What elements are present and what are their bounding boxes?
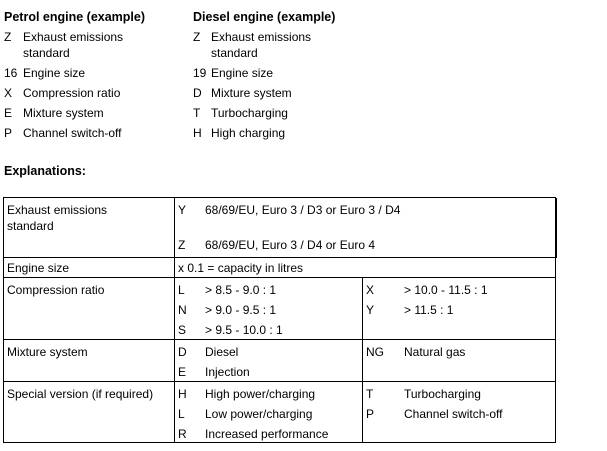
special-code-p: P	[366, 407, 375, 421]
special-text-r: Increased performance	[205, 427, 329, 441]
engine-size-label: Engine size	[7, 261, 70, 275]
explanations-table	[3, 197, 556, 443]
diesel-code-turbo: T	[193, 106, 201, 120]
engine-size-text: x 0.1 = capacity in litres	[178, 261, 304, 275]
compression-code-n: N	[178, 303, 187, 317]
mixture-code-d: D	[178, 345, 187, 359]
special-text-h: High power/charging	[205, 387, 316, 401]
exhaust-code-z: Z	[178, 238, 186, 252]
exhaust-text-y: 68/69/EU, Euro 3 / D3 or Euro 3 / D4	[205, 203, 401, 217]
diesel-heading: Diesel engine (example)	[193, 10, 336, 24]
explanations-heading: Explanations:	[4, 164, 86, 178]
petrol-code-mixture: E	[4, 106, 13, 120]
special-label: Special version (if required)	[7, 387, 154, 401]
compression-text-y: > 11.5 : 1	[404, 303, 454, 317]
diesel-label-exhaust-2: standard	[211, 46, 258, 60]
compression-code-s: S	[178, 323, 187, 337]
diesel-label-engine-size: Engine size	[211, 66, 274, 80]
compression-code-l: L	[178, 283, 185, 297]
petrol-heading: Petrol engine (example)	[4, 10, 146, 24]
diesel-code-engine-size: 19	[193, 66, 207, 80]
diesel-label-turbo: Turbocharging	[211, 106, 288, 120]
compression-text-x: > 10.0 - 11.5 : 1	[404, 283, 488, 297]
special-code-h: H	[178, 387, 187, 401]
compression-text-s: > 9.5 - 10.0 : 1	[205, 323, 283, 337]
special-text-l: Low power/charging	[205, 407, 313, 421]
exhaust-label-2: standard	[7, 219, 54, 233]
exhaust-code-y: Y	[178, 203, 187, 217]
row-divider	[4, 339, 555, 340]
compression-label: Compression ratio	[7, 283, 105, 297]
special-text-p: Channel switch-off	[404, 407, 503, 421]
mixture-label: Mixture system	[7, 345, 88, 359]
petrol-label-engine-size: Engine size	[23, 66, 86, 80]
exhaust-label: Exhaust emissions	[7, 203, 108, 217]
diesel-code-exhaust: Z	[193, 30, 201, 44]
column-divider	[174, 198, 175, 442]
mixture-text-ng: Natural gas	[404, 345, 466, 359]
compression-text-l: > 8.5 - 9.0 : 1	[205, 283, 277, 297]
petrol-code-compression: X	[4, 86, 13, 100]
diesel-label-high: High charging	[211, 126, 286, 140]
row-divider	[4, 277, 555, 278]
diesel-label-mixture: Mixture system	[211, 86, 292, 100]
compression-text-n: > 9.0 - 9.5 : 1	[205, 303, 277, 317]
column-divider	[555, 198, 557, 258]
petrol-label-compression: Compression ratio	[23, 86, 121, 100]
petrol-code-engine-size: 16	[4, 66, 18, 80]
compression-code-x: X	[366, 283, 375, 297]
petrol-label-exhaust-2: standard	[23, 46, 70, 60]
compression-code-y: Y	[366, 303, 375, 317]
petrol-code-channel: P	[4, 126, 13, 140]
mixture-code-ng: NG	[366, 345, 384, 359]
mixture-code-e: E	[178, 365, 187, 379]
petrol-label-mixture: Mixture system	[23, 106, 104, 120]
column-divider	[362, 277, 363, 442]
exhaust-text-z: 68/69/EU, Euro 3 / D4 or Euro 4	[205, 238, 376, 252]
petrol-label-exhaust: Exhaust emissions	[23, 30, 124, 44]
petrol-label-channel: Channel switch-off	[23, 126, 122, 140]
special-code-l: L	[178, 407, 185, 421]
diesel-code-high: H	[193, 126, 202, 140]
diesel-label-exhaust: Exhaust emissions	[211, 30, 312, 44]
special-text-t: Turbocharging	[404, 387, 481, 401]
mixture-text-d: Diesel	[205, 345, 239, 359]
row-divider	[4, 381, 555, 382]
diesel-code-mixture: D	[193, 86, 202, 100]
row-divider	[4, 257, 555, 258]
mixture-text-e: Injection	[205, 365, 250, 379]
petrol-code-exhaust: Z	[4, 30, 12, 44]
special-code-r: R	[178, 427, 187, 441]
special-code-t: T	[366, 387, 374, 401]
